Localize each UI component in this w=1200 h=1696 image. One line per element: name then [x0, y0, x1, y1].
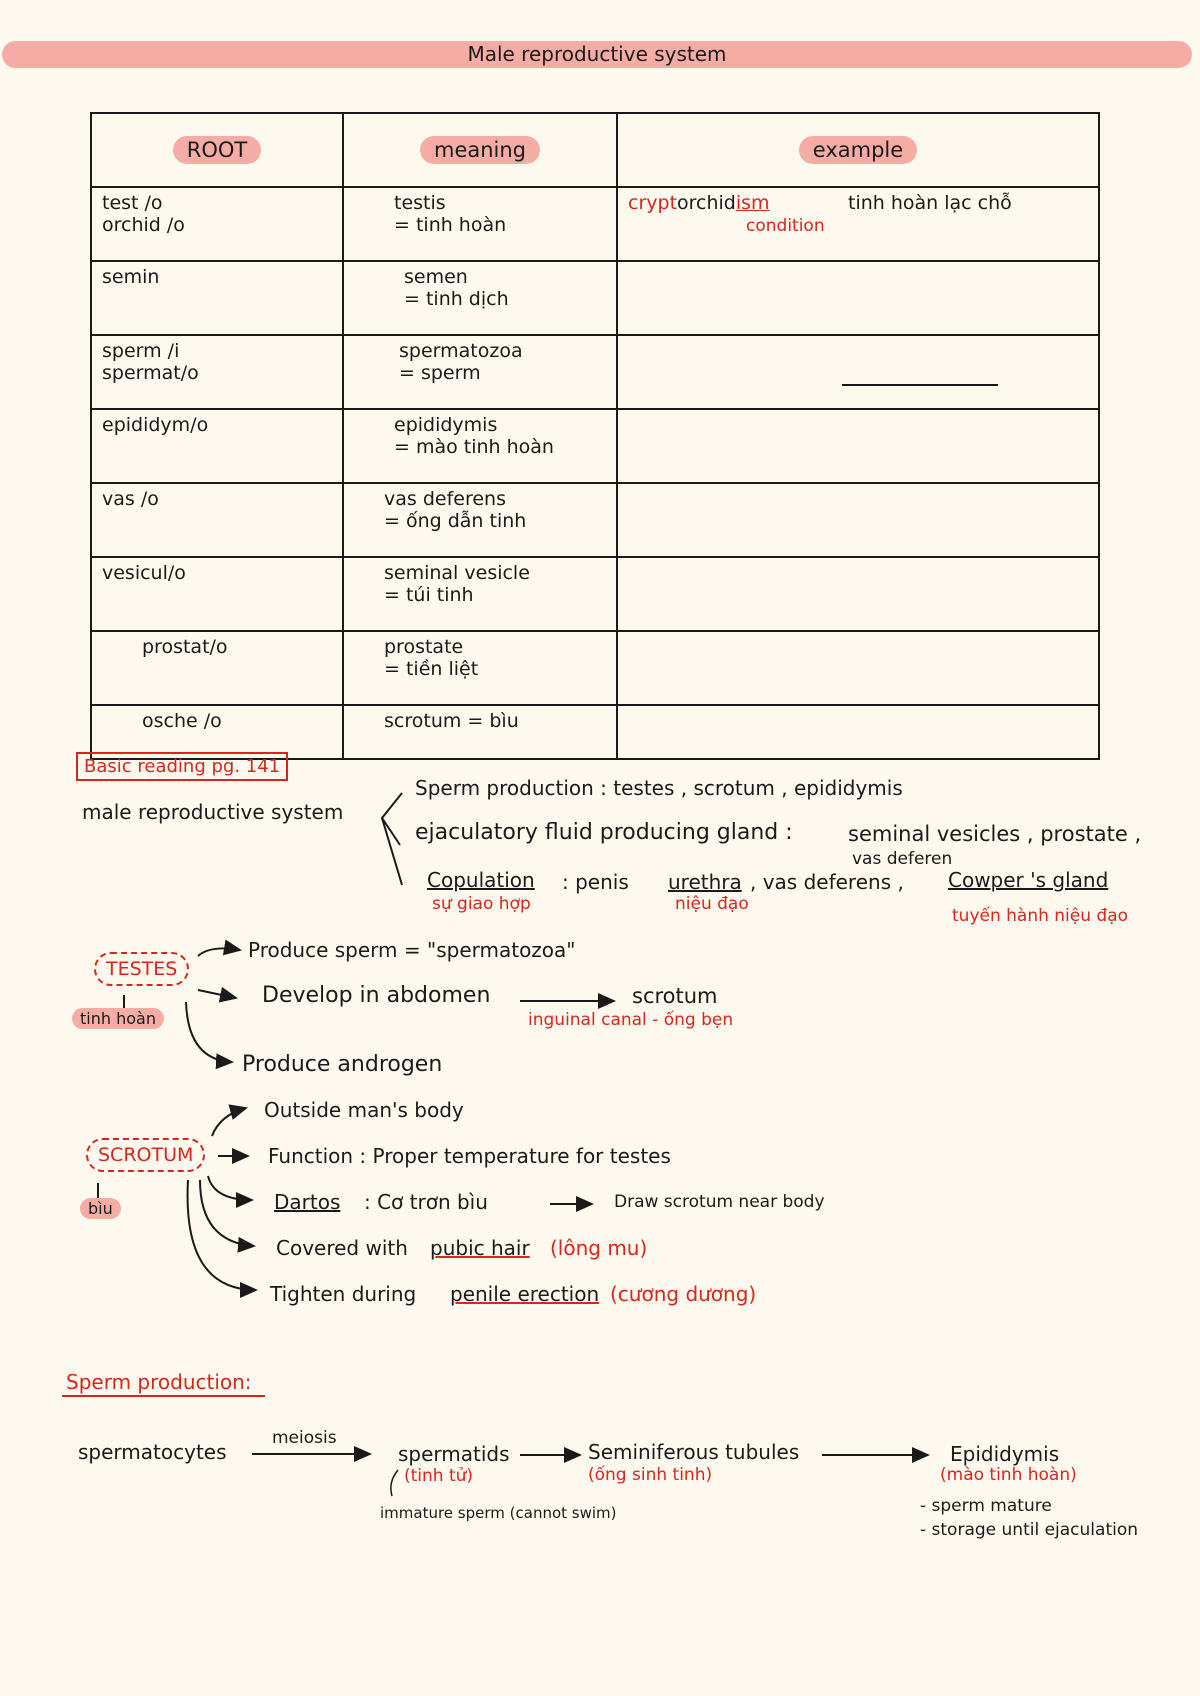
testes-item: Produce sperm = "spermatozoa" [248, 938, 576, 962]
meaning-cell: vas deferens = ống dẫn tinh [343, 483, 617, 557]
root-cell: vas /o [91, 483, 343, 557]
scrotum-pubic-hair-vi: (lông mu) [550, 1236, 648, 1260]
reading-tag: Basic reading pg. 141 [76, 752, 288, 781]
scrotum-penile-erection-vi: (cương dương) [610, 1282, 757, 1306]
reading-urethra-vi: niệu đạo [675, 894, 749, 914]
flow-spermatids: spermatids [398, 1442, 510, 1466]
scrotum-tighten: Tighten during [270, 1282, 417, 1306]
meaning-cell: prostate = tiền liệt [343, 631, 617, 705]
reading-vas-deferen: vas deferen [852, 849, 953, 869]
example-core: orchid [677, 192, 736, 214]
page-title: Male reproductive system [2, 41, 1192, 68]
scrotum-vi: bìu [80, 1198, 121, 1219]
meaning-cell: spermatozoa = sperm [343, 335, 617, 409]
root-cell: test /o orchid /o [91, 187, 343, 261]
testes-bubble: TESTES [94, 952, 189, 986]
testes-item: Develop in abdomen [262, 983, 491, 1008]
example-prefix: crypt [628, 192, 678, 214]
flow-note: - sperm mature [920, 1496, 1052, 1516]
flow-tubules: Seminiferous tubules [588, 1440, 800, 1464]
meaning-cell: epididymis = mào tinh hoàn [343, 409, 617, 483]
root-cell: osche /o [91, 705, 343, 759]
flow-epididymis-vi: (mào tinh hoàn) [940, 1465, 1077, 1485]
scrotum-pubic-hair: pubic hair [430, 1236, 530, 1260]
flow-spermatids-vi: (tinh tử) [404, 1466, 474, 1486]
example-note: condition [746, 216, 825, 236]
flow-epididymis: Epididymis [950, 1442, 1060, 1466]
scrotum-dartos: Dartos [274, 1190, 341, 1214]
reading-vas-deferens: , vas deferens , [750, 870, 904, 894]
header-example: example [617, 113, 1099, 187]
meaning-cell: seminal vesicle = túi tinh [343, 557, 617, 631]
scrotum-dartos-action: Draw scrotum near body [614, 1192, 825, 1212]
flow-spermatocytes: spermatocytes [78, 1440, 227, 1464]
testes-item: Produce androgen [242, 1052, 443, 1077]
testes-develop-note: inguinal canal - ống bẹn [528, 1010, 734, 1030]
meaning-cell: testis = tinh hoàn [343, 187, 617, 261]
reading-sperm-production: Sperm production : testes , scrotum , epididymis [415, 776, 903, 800]
meaning-cell: scrotum = bìu [343, 705, 617, 759]
root-cell: epididym/o [91, 409, 343, 483]
reading-urethra: urethra [668, 870, 742, 894]
flow-meiosis: meiosis [272, 1428, 337, 1448]
example-suffix: ism [735, 192, 770, 214]
reading-ejaculatory-items: seminal vesicles , prostate , [848, 822, 1142, 846]
scrotum-penile-erection: penile erection [450, 1282, 600, 1306]
flow-immature: immature sperm (cannot swim) [380, 1504, 617, 1522]
scrotum-dartos-vi: : Cơ trơn bìu [364, 1190, 488, 1214]
header-meaning: meaning [343, 113, 617, 187]
flow-note: - storage until ejaculation [920, 1520, 1139, 1540]
header-root: ROOT [91, 113, 343, 187]
reading-copulation-vi: sự giao hợp [432, 894, 531, 914]
flow-tubules-vi: (ống sinh tinh) [588, 1465, 713, 1485]
meaning-cell: semen = tinh dịch [343, 261, 617, 335]
scrotum-bubble: SCROTUM [86, 1138, 205, 1172]
scrotum-function: Function : Proper temperature for testes [268, 1144, 671, 1168]
reading-penis: : penis [562, 870, 629, 894]
sperm-production-heading: Sperm production: [66, 1370, 252, 1394]
reading-copulation: Copulation [427, 868, 535, 892]
root-cell: sperm /i spermat/o [91, 335, 343, 409]
reading-subject: male reproductive system [82, 800, 344, 824]
testes-vi: tinh hoàn [72, 1008, 164, 1029]
reading-cowper: Cowper 's gland [948, 868, 1109, 892]
scrotum-covered: Covered with [276, 1236, 408, 1260]
reading-cowper-vi: tuyến hành niệu đạo [952, 906, 1129, 926]
root-cell: semin [91, 261, 343, 335]
testes-develop-target: scrotum [632, 984, 718, 1008]
example-vi: tinh hoàn lạc chỗ [848, 192, 1012, 214]
root-cell: prostat/o [91, 631, 343, 705]
root-cell: vesicul/o [91, 557, 343, 631]
reading-ejaculatory: ejaculatory fluid producing gland : [415, 820, 793, 845]
scrotum-outside: Outside man's body [264, 1098, 464, 1122]
